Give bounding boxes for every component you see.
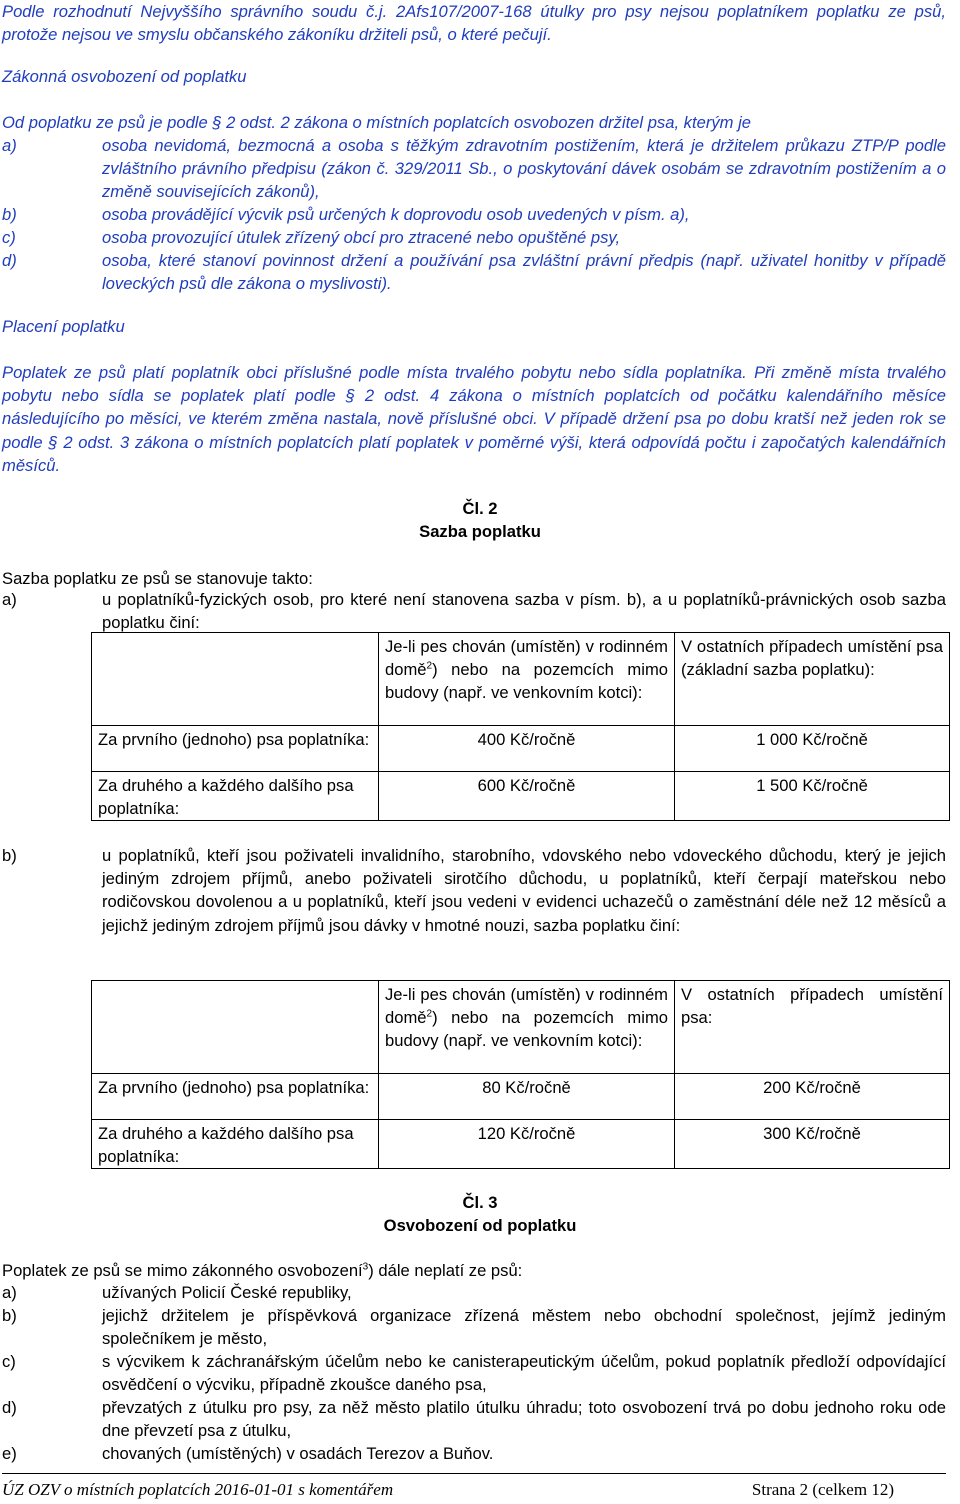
item-label: c) <box>2 1352 16 1371</box>
item-label: d) <box>2 251 17 270</box>
row-label: Za prvního (jednoho) psa poplatníka: <box>98 730 370 749</box>
item-text: u poplatníků, kteří jsou poživateli invalidního, starobního, vdovského nebo vdoveckého důchodu, který je jejich jediným zdrojem příjmů, anebo poživateli sirotčího důchodu, u poplatníků, kteří čerpají mateřskou nebo rodičovskou dovolenou a u poplatníků, kteří jsou vedeni v evidenci uchazečů o zaměstnání déle než 12 měsíců a jejichž jediným zdrojem příjmů jsou dávky v hmotné nouzi, sazba poplatku činí: <box>102 846 946 935</box>
table-header-row <box>92 633 950 726</box>
table-header-other <box>675 633 950 726</box>
item-label: a) <box>2 590 17 609</box>
article-3-title: Osvobození od poplatku <box>383 1216 577 1235</box>
statutory-exemptions-heading: Zákonná osvobození od poplatku <box>2 67 247 86</box>
payment-text: Poplatek ze psů platí poplatník obci příslušné podle místa trvalého pobytu nebo sídla poplatníka. Při změně místa trvalého pobytu nebo sídla se poplatek platí podle § 2 odst. 4 zákona o místních poplatcích od počátku kalendářního měsíce následujícího po měsíci, ve kterém změna nastala, nově příslušné obci. V případě držení psa po dobu kratší než jeden rok se podle § 2 odst. 3 zákona o místních poplatcích platí poplatek v poměrné výši, která odpovídá počtu i započatých kalendářních měsíců. <box>2 363 946 475</box>
rate-house: 400 Kč/ročně <box>477 730 576 749</box>
table-row <box>92 726 950 772</box>
rate-house: 120 Kč/ročně <box>477 1124 576 1143</box>
header-text: V ostatních případech umístění psa: <box>681 985 943 1028</box>
rate-other: 1 000 Kč/ročně <box>756 730 868 749</box>
row-label: Za druhého a každého dalšího psa poplatníka: <box>98 1124 354 1167</box>
header-text: Je-li pes chován (umístěn) v rodinném domě <box>385 985 668 1028</box>
article-3-number: Čl. 3 <box>462 1193 498 1212</box>
footnote-ref: 2 <box>426 660 433 672</box>
footer-page-number: Strana 2 (celkem 12) <box>751 1480 894 1499</box>
statutory-exemptions-lead: Od poplatku ze psů je podle § 2 odst. 2 zákona o místních poplatcích osvobozen držitel psa, kterým je <box>2 113 751 132</box>
header-text-cont: ) nebo na pozemcích mimo budovy (např. ve venkovním kotci): <box>385 1008 668 1051</box>
footer-document-title: ÚZ OZV o místních poplatcích 2016-01-01 s komentářem <box>2 1480 394 1499</box>
footnote-ref: 2 <box>426 1008 433 1020</box>
item-text: převzatých z útulku pro psy, za něž město platilo útulku úhradu; toto osvobození trvá po dobu jednoho roku ode dne převzetí psa z útulku, <box>102 1398 946 1441</box>
article-2-title: Sazba poplatku <box>419 522 541 541</box>
item-label: b) <box>2 846 17 865</box>
header-text: V ostatních případech umístění psa (základní sazba poplatku): <box>681 637 943 680</box>
item-label: d) <box>2 1398 17 1417</box>
item-text: s výcvikem k záchranářským účelům nebo ke canisterapeutickým účelům, pokud poplatník předloží odpovídající osvědčení o výcviku, případně zkoušce daného psa, <box>102 1352 946 1395</box>
header-text: Je-li pes chován (umístěn) v rodinném domě <box>385 637 668 680</box>
item-label: c) <box>2 228 16 247</box>
table-cell-empty <box>92 633 379 726</box>
article-2-lead: Sazba poplatku ze psů se stanovuje takto: <box>2 569 313 588</box>
footer-divider <box>2 1473 946 1474</box>
rate-house: 80 Kč/ročně <box>482 1078 571 1097</box>
rate-other: 200 Kč/ročně <box>763 1078 861 1097</box>
item-text: u poplatníků-fyzických osob, pro které není stanovena sazba v písm. b), a u poplatníků-právnických osob sazba poplatku činí: <box>102 590 946 633</box>
table-row <box>92 1074 950 1120</box>
item-label: e) <box>2 1444 17 1463</box>
item-label: b) <box>2 205 17 224</box>
item-text: osoba nevidomá, bezmocná a osoba s těžkým zdravotním postižením, která je držitelem průkazu ZTP/P podle zvláštního právního předpisu (zákon č. 329/2011 Sb., o poskytování dávek osobám se zdravotním postižením a o změně souvisejících zákonů), <box>102 136 946 202</box>
footnote-ref: 3 <box>362 1261 369 1273</box>
table-row <box>92 772 950 821</box>
item-text: užívaných Policií České republiky, <box>102 1283 352 1302</box>
item-text: chovaných (umístěných) v osadách Terezov a Buňov. <box>102 1444 494 1463</box>
rate-table-a <box>91 632 950 821</box>
row-label: Za druhého a každého dalšího psa poplatníka: <box>98 776 354 819</box>
item-label: a) <box>2 1283 17 1302</box>
rate-other: 1 500 Kč/ročně <box>756 776 868 795</box>
court-decision-note: Podle rozhodnutí Nejvyššího správního soudu č.j. 2Afs107/2007-168 útulky pro psy nejsou poplatníkem poplatku ze psů, protože nejsou ve smyslu občanského zákoníku držiteli psů, o které pečují. <box>2 2 946 45</box>
item-label: a) <box>2 136 17 155</box>
item-text: osoba provádějící výcvik psů určených k doprovodu osob uvedených v písm. a), <box>102 205 690 224</box>
table-header-row <box>92 981 950 1074</box>
item-label: b) <box>2 1306 17 1325</box>
lead-text-cont: ) dále neplatí ze psů: <box>368 1261 523 1280</box>
rate-house: 600 Kč/ročně <box>477 776 576 795</box>
payment-heading: Placení poplatku <box>2 317 125 336</box>
table-header-house <box>379 633 675 726</box>
rate-table-b <box>91 980 950 1169</box>
rate-other: 300 Kč/ročně <box>763 1124 861 1143</box>
item-text: osoba, které stanoví povinnost držení a používání psa zvláštní právní předpis (např. uživatel honitby v případě loveckých psů dle zákona o myslivosti). <box>102 251 946 294</box>
header-text-cont: ) nebo na pozemcích mimo budovy (např. ve venkovním kotci): <box>385 660 668 703</box>
lead-text: Poplatek ze psů se mimo zákonného osvobození <box>2 1261 363 1280</box>
row-label: Za prvního (jednoho) psa poplatníka: <box>98 1078 370 1097</box>
table-header-other <box>675 981 950 1074</box>
table-cell-empty <box>92 981 379 1074</box>
table-row <box>92 1120 950 1169</box>
item-text: osoba provozující útulek zřízený obcí pro ztracené nebo opuštěné psy, <box>102 228 621 247</box>
article-2-number: Čl. 2 <box>462 499 498 518</box>
item-text: jejichž držitelem je příspěvková organizace zřízená městem nebo obchodní společnost, jejímž jediným společníkem je město, <box>102 1306 946 1349</box>
table-header-house <box>379 981 675 1074</box>
article-3-lead <box>2 1259 946 1282</box>
